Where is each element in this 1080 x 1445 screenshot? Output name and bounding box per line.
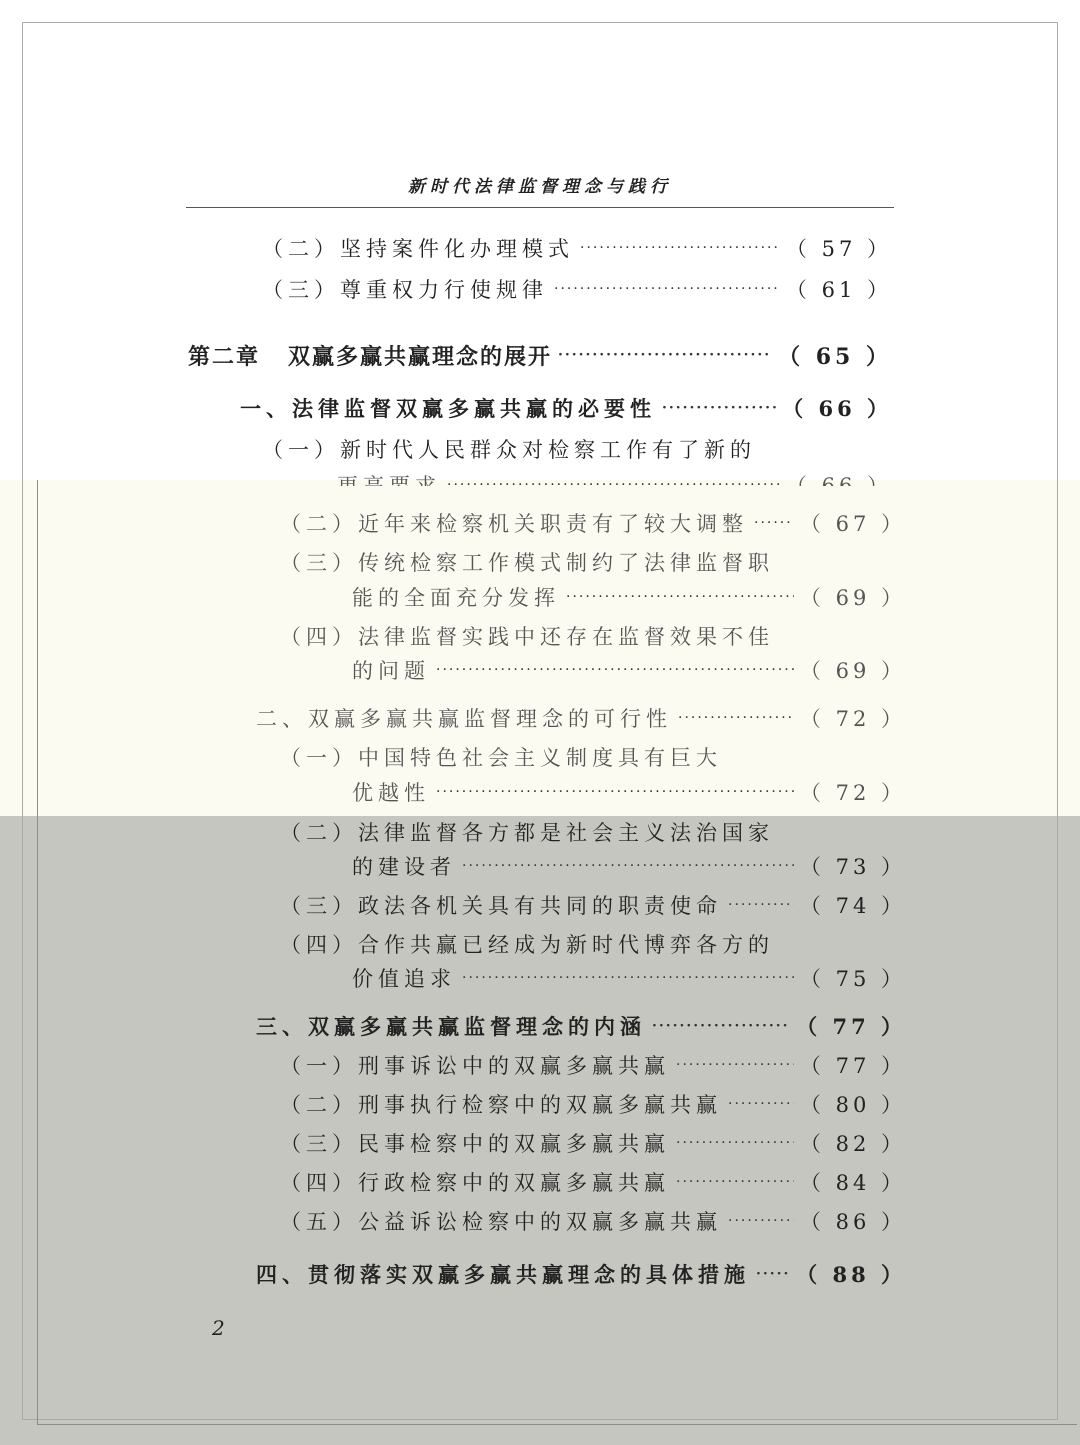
leader-dots [728,1213,794,1229]
section-page: （ 66 ） [782,396,892,421]
toc-entry[interactable] [280,927,774,961]
section-title: 一、法律监督双赢多赢共赢的必要性 [240,396,656,421]
running-header: 新时代法律监督理念与践行 [408,177,672,197]
leader-dots [678,710,794,726]
leader-dots [676,1057,794,1073]
toc-entry-continuation[interactable] [352,775,906,809]
toc-entry-title: 中国特色社会主义制度具有巨大 [358,746,722,770]
toc-section[interactable] [240,391,892,425]
section-page: （ 72 ） [799,707,906,731]
toc-entry-title: 坚持案件化办理模式 [340,237,574,261]
section-title: 三、双赢多赢共赢监督理念的内涵 [256,1014,646,1039]
toc-section[interactable] [256,1009,906,1043]
toc-entry-title: 的建设者 [352,855,456,879]
toc-entry-number: （五） [280,1210,358,1234]
toc-entry-page: （ 86 ） [799,1210,906,1234]
toc-entry-continuation[interactable] [352,961,906,995]
leader-dots [756,1266,790,1282]
toc-entry-number: （四） [280,933,358,957]
leader-dots [436,784,794,800]
leader-dots [462,858,794,874]
toc-entry-number: （三） [280,551,358,575]
toc-entry-title: 传统检察工作模式制约了法律监督职 [358,551,774,575]
toc-entry-title: 能的全面充分发挥 [352,586,560,610]
toc-entry[interactable] [262,432,756,466]
toc-entry[interactable] [280,619,774,653]
leader-dots [662,400,776,416]
toc-entry-title: 新时代人民群众对检察工作有了新的 [340,438,756,462]
toc-entry-number: （二） [280,821,358,845]
section-title: 四、贯彻落实双赢多赢共赢理念的具体措施 [256,1262,750,1287]
chapter-number: 第二章 [188,343,261,370]
toc-entry[interactable] [262,231,892,265]
toc-entry-continuation[interactable] [352,580,906,614]
toc-entry-number: （二） [280,1093,358,1117]
toc-entry-page: （ 67 ） [799,512,906,536]
leader-dots [566,589,794,605]
toc-entry-number: （一） [280,1054,358,1078]
leader-dots [728,1096,794,1112]
toc-entry[interactable] [280,506,906,540]
toc-entry-title: 合作共赢已经成为新时代博弈各方的 [358,933,774,957]
page-number: 2 [212,1316,225,1340]
leader-dots [558,347,772,363]
toc-entry-title: 价值追求 [352,967,456,991]
toc-entry-page: （ 61 ） [785,278,892,302]
leader-dots [676,1174,794,1190]
section-page: （ 77 ） [796,1014,906,1039]
toc-entry-page: （ 57 ） [785,237,892,261]
toc-entry-number: （一） [280,746,358,770]
toc-entry-title: 的问题 [352,659,430,683]
toc-entry-page: （ 82 ） [799,1132,906,1156]
toc-chapter[interactable] [188,338,892,372]
toc-entry-title: 法律监督各方都是社会主义法治国家 [358,821,774,845]
toc-entry-number: （四） [280,1171,358,1195]
toc-entry-number: （一） [262,438,340,462]
toc-entry-page: （ 80 ） [799,1093,906,1117]
toc-entry-continuation[interactable] [352,849,906,883]
toc-entry[interactable] [280,545,774,579]
toc-entry-page: （ 74 ） [799,894,906,918]
toc-entry-title: 刑事执行检察中的双赢多赢共赢 [358,1093,722,1117]
toc-entry-number: （三） [262,278,340,302]
leader-dots [462,970,794,986]
header-rule [186,207,894,208]
leader-dots [652,1018,790,1034]
toc-entry-page: （ 73 ） [799,855,906,879]
toc-entry-page: （ 69 ） [799,586,906,610]
toc-entry[interactable] [280,1204,906,1238]
leader-dots [580,240,780,256]
section-title: 二、双赢多赢共赢监督理念的可行性 [256,707,672,731]
toc-section[interactable] [256,1257,906,1291]
leader-dots [676,1135,794,1151]
toc-entry-title: 民事检察中的双赢多赢共赢 [358,1132,670,1156]
toc-entry[interactable] [280,1048,906,1082]
toc-entry-page: （ 72 ） [799,781,906,805]
toc-entry-title: 公益诉讼检察中的双赢多赢共赢 [358,1210,722,1234]
toc-entry-number: （二） [262,237,340,261]
toc-entry[interactable] [262,272,892,306]
chapter-title: 双赢多赢共赢理念的展开 [288,343,553,370]
toc-entry[interactable] [280,1126,906,1160]
toc-entry-page: （ 77 ） [799,1054,906,1078]
leader-dots [754,515,794,531]
leader-dots [554,281,780,297]
toc-entry[interactable] [280,1087,906,1121]
toc-entry[interactable] [280,740,722,774]
toc-entry-continuation[interactable] [352,653,906,687]
toc-entry-title: 优越性 [352,781,430,805]
section-page: （ 88 ） [796,1262,906,1287]
toc-entry-number: （三） [280,894,358,918]
toc-entry-number: （三） [280,1132,358,1156]
toc-entry-page: （ 84 ） [799,1171,906,1195]
toc-entry-title: 政法各机关具有共同的职责使命 [358,894,722,918]
toc-entry[interactable] [280,888,906,922]
toc-entry[interactable] [280,815,774,849]
toc-entry-title: 近年来检察机关职责有了较大调整 [358,512,748,536]
toc-entry-page: （ 69 ） [799,659,906,683]
leader-dots [436,662,794,678]
toc-entry-title: 法律监督实践中还存在监督效果不佳 [358,625,774,649]
toc-entry-title: 尊重权力行使规律 [340,278,548,302]
toc-entry-page: （ 75 ） [799,967,906,991]
toc-entry-number: （二） [280,512,358,536]
chapter-page: （ 65 ） [778,343,892,370]
toc-entry[interactable] [280,1165,906,1199]
toc-entry-title: 刑事诉讼中的双赢多赢共赢 [358,1054,670,1078]
toc-section[interactable] [256,701,906,735]
toc-entry-number: （四） [280,625,358,649]
toc-entry-title: 行政检察中的双赢多赢共赢 [358,1171,670,1195]
leader-dots [728,897,794,913]
